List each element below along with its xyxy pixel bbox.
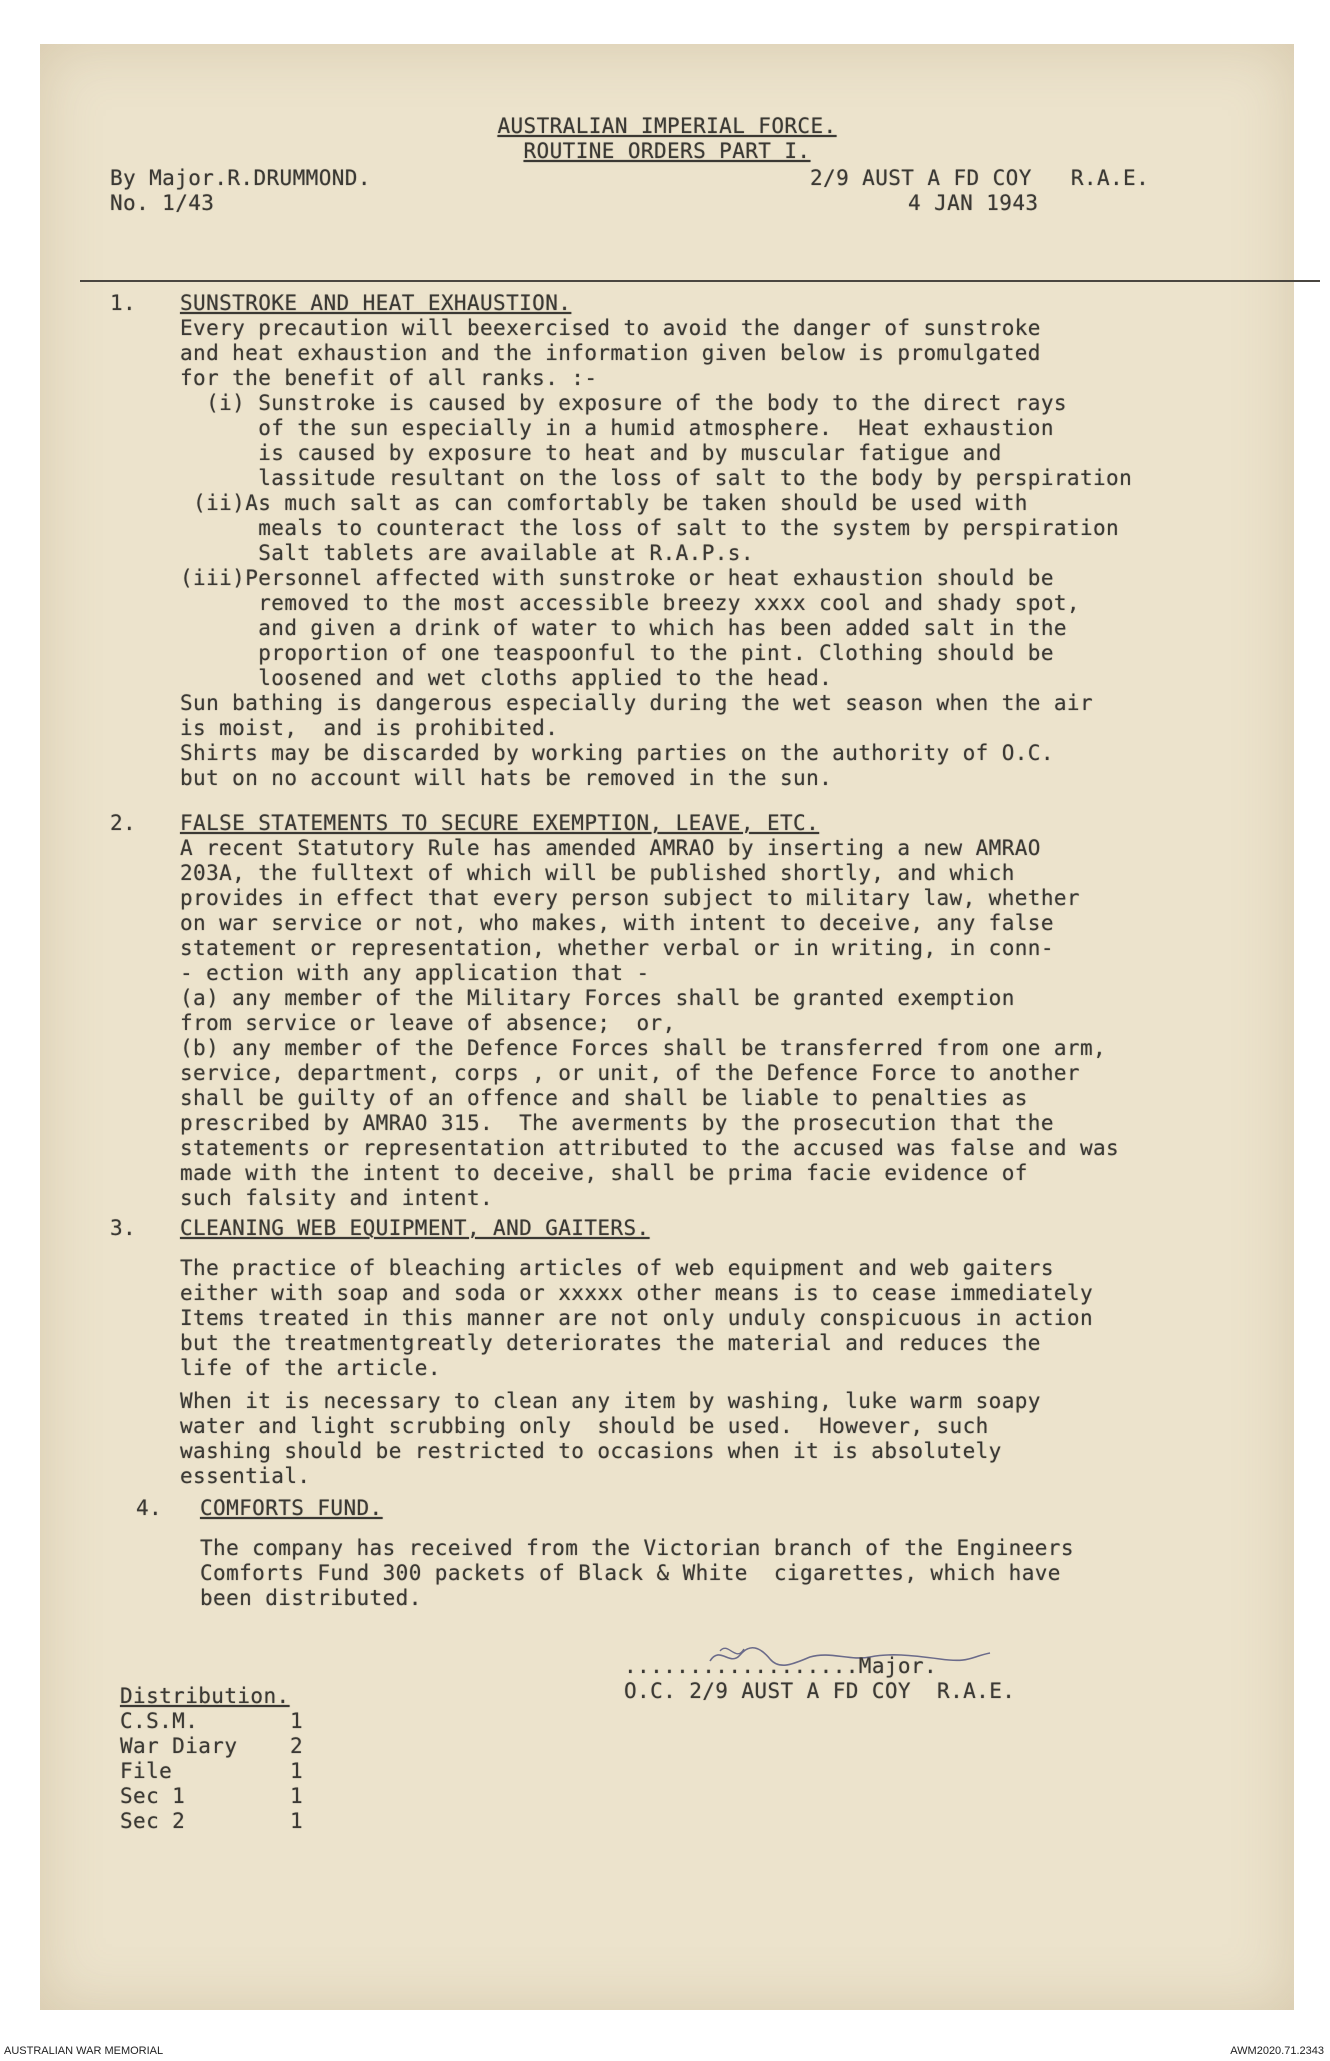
body-line: loosened and wet cloths applied to the head.: [180, 666, 833, 690]
body-line: When it is necessary to clean any item by washing, luke warm soapy: [180, 1389, 1041, 1413]
body-line: but on no account will hats be removed in the sun.: [180, 766, 833, 790]
body-line: - ection with any application that -: [180, 961, 650, 985]
signature-unit: O.C. 2/9 AUST A FD COY R.A.E.: [624, 1679, 1016, 1703]
body-line: Comforts Fund 300 packets of Black & White cigarettes, which have: [200, 1561, 1061, 1585]
list-item: [120, 1784, 304, 1809]
distribution-label: Sec 1: [120, 1784, 186, 1808]
distribution-count: 1: [290, 1809, 304, 1833]
body-line: statement or representation, whether verbal or in writing, in conn-: [180, 936, 1054, 960]
section-body: [200, 1536, 1074, 1611]
body-line: A recent Statutory Rule has amended AMRAO by inserting a new AMRAO: [180, 836, 1041, 860]
section-body: [180, 836, 1119, 1211]
section-number: 1.: [110, 291, 137, 315]
distribution-label: War Diary: [120, 1734, 238, 1758]
signature-line: ..................Major.: [624, 1654, 938, 1678]
body-line: for the benefit of all ranks. :-: [180, 366, 598, 390]
body-line: Shirts may be discarded by working parties on the authority of O.C.: [180, 741, 1054, 765]
document-title: AUSTRALIAN IMPERIAL FORCE.: [497, 114, 837, 138]
order-date: 4 JAN 1943: [908, 191, 1039, 215]
body-line: water and light scrubbing only should be used. However, such: [180, 1414, 989, 1438]
body-line: (b) any member of the Defence Forces shall be transferred from one arm,: [180, 1036, 1107, 1060]
body-line: such falsity and intent.: [180, 1186, 494, 1210]
body-line: (a) any member of the Military Forces shall be granted exemption: [180, 986, 1015, 1010]
distribution-label: File: [120, 1759, 173, 1783]
body-line: 203A, the fulltext of which will be published shortly, and which: [180, 861, 1015, 885]
body-line: The practice of bleaching articles of web equipment and web gaiters: [180, 1256, 1054, 1280]
body-line: essential.: [180, 1464, 311, 1488]
section-heading: COMFORTS FUND.: [200, 1496, 383, 1520]
header-rule: [80, 280, 1320, 282]
body-line: removed to the most accessible breezy xxxx cool and shady spot,: [180, 591, 1080, 615]
issued-by: By Major.R.DRUMMOND.: [110, 166, 371, 190]
list-item: [120, 1759, 304, 1784]
body-line: service, department, corps , or unit, of the Defence Force to another: [180, 1061, 1080, 1085]
body-line: either with soap and soda or xxxxx other means is to cease immediately: [180, 1281, 1094, 1305]
distribution-label: C.S.M.: [120, 1709, 199, 1733]
section-number: 2.: [110, 811, 137, 835]
body-line: been distributed.: [200, 1586, 422, 1610]
body-line: statements or representation attributed to the accused was false and was: [180, 1136, 1120, 1160]
body-line: but the treatmentgreatly deteriorates the material and reduces the: [180, 1331, 1041, 1355]
list-item: [120, 1709, 304, 1734]
section-number: 4.: [136, 1496, 163, 1520]
order-number: No. 1/43: [110, 191, 215, 215]
body-line: provides in effect that every person subject to military law, whether: [180, 886, 1080, 910]
list-item: [120, 1734, 304, 1759]
body-line: from service or leave of absence; or,: [180, 1011, 676, 1035]
distribution-heading: Distribution.: [120, 1684, 290, 1708]
distribution-count: 1: [290, 1784, 304, 1808]
distribution-label: Sec 2: [120, 1809, 186, 1833]
section-heading: SUNSTROKE AND HEAT EXHAUSTION.: [180, 291, 572, 315]
body-line: (i) Sunstroke is caused by exposure of the body to the direct rays: [180, 391, 1067, 415]
body-line: Every precaution will beexercised to avoid the danger of sunstroke: [180, 316, 1041, 340]
section-heading: FALSE STATEMENTS TO SECURE EXEMPTION, LEAVE, ETC.: [180, 811, 820, 835]
body-line: The company has received from the Victorian branch of the Engineers: [200, 1536, 1074, 1560]
body-line: Sun bathing is dangerous especially during the wet season when the air: [180, 691, 1094, 715]
body-line: and given a drink of water to which has been added salt in the: [180, 616, 1067, 640]
distribution-list: [120, 1684, 304, 1834]
distribution-count: 1: [290, 1759, 304, 1783]
body-line: shall be guilty of an offence and shall be liable to penalties as: [180, 1086, 1028, 1110]
body-line: is moist, and is prohibited.: [180, 716, 559, 740]
body-line: of the sun especially in a humid atmosphere. Heat exhaustion: [180, 416, 1054, 440]
section-heading: CLEANING WEB EQUIPMENT, AND GAITERS.: [180, 1216, 650, 1240]
section-body: [180, 1256, 1093, 1489]
body-line: Items treated in this manner are not only unduly conspicuous in action: [180, 1306, 1094, 1330]
archive-caption-left: AUSTRALIAN WAR MEMORIAL: [4, 2045, 164, 2057]
body-line: meals to counteract the loss of salt to the system by perspiration: [180, 516, 1120, 540]
body-line: on war service or not, who makes, with intent to deceive, any false: [180, 911, 1054, 935]
distribution-count: 2: [290, 1734, 304, 1758]
body-line: (iii)Personnel affected with sunstroke or heat exhaustion should be: [180, 566, 1054, 590]
body-line: made with the intent to deceive, shall be prima facie evidence of: [180, 1161, 1028, 1185]
body-line: life of the article.: [180, 1356, 441, 1380]
body-line: is caused by exposure to heat and by muscular fatigue and: [180, 441, 1002, 465]
body-line: (ii)As much salt as can comfortably be taken should be used with: [180, 491, 1028, 515]
document-subtitle: ROUTINE ORDERS PART I.: [523, 139, 811, 163]
body-line: and heat exhaustion and the information given below is promulgated: [180, 341, 1041, 365]
body-line: prescribed by AMRAO 315. The averments by the prosecution that the: [180, 1111, 1054, 1135]
section-body: [180, 316, 1132, 791]
archive-caption-right: AWM2020.71.2343: [1230, 2045, 1324, 2057]
body-line: lassitude resultant on the loss of salt to the body by perspiration: [180, 466, 1133, 490]
document-sheet: [40, 44, 1294, 2010]
body-line: washing should be restricted to occasions when it is absolutely: [180, 1439, 1002, 1463]
unit-name: 2/9 AUST A FD COY R.A.E.: [810, 166, 1150, 190]
body-line: proportion of one teaspoonful to the pint. Clothing should be: [180, 641, 1054, 665]
body-line: Salt tablets are available at R.A.P.s.: [180, 541, 754, 565]
distribution-count: 1: [290, 1709, 304, 1733]
list-item: [120, 1809, 304, 1834]
section-number: 3.: [110, 1216, 137, 1240]
